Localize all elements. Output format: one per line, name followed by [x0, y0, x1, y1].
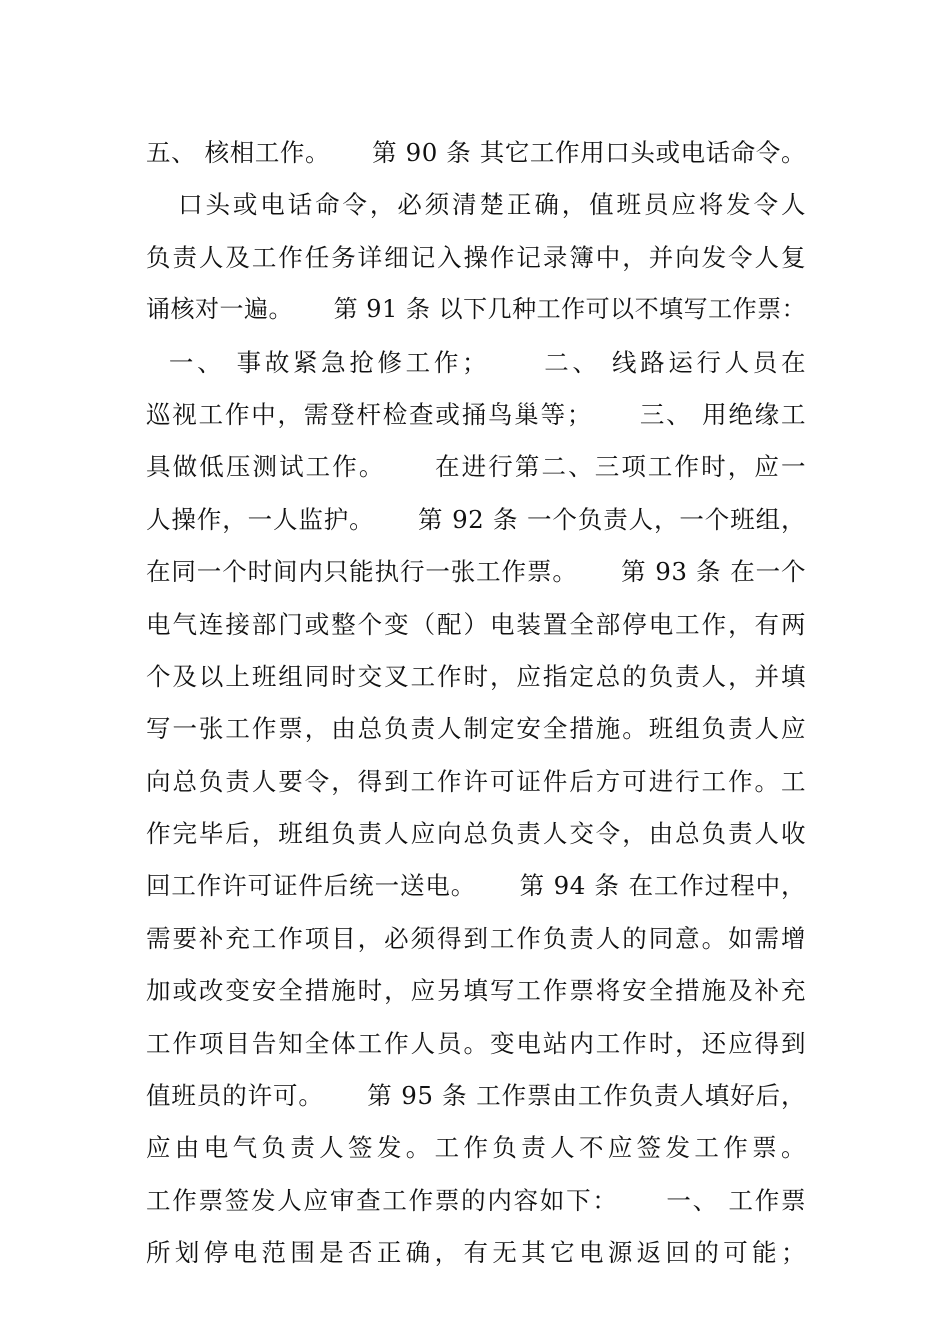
text-line: 具做低压测试工作。 在进行第二、三项工作时，应一 [146, 452, 806, 482]
text-line: 人操作，一人监护。 第 92 条 一个负责人，一个班组， [146, 504, 806, 534]
text-line: 诵核对一遍。 第 91 条 以下几种工作可以不填写工作票： [146, 295, 807, 324]
text-line: 个及以上班组同时交叉工作时，应指定总的负责人，并填 [146, 661, 806, 691]
text-line: 负责人及工作任务详细记入操作记录簿中，并向发令人复 [146, 242, 806, 272]
text-line: 巡视工作中，需登杆检查或捅鸟巢等； 三、 用绝缘工 [146, 399, 806, 429]
text-line: 向总负责人要令，得到工作许可证件后方可进行工作。工 [146, 766, 806, 796]
text-line: 口头或电话命令，必须清楚正确，值班员应将发令人 [146, 190, 806, 220]
text-line: 作完毕后，班组负责人应向总负责人交令，由总负责人收 [146, 819, 806, 849]
text-line: 在同一个时间内只能执行一张工作票。 第 93 条 在一个 [146, 557, 806, 587]
text-line: 五、 核相工作。 第 90 条 其它工作用口头或电话命令。 [146, 138, 806, 167]
text-line: 工作票签发人应审查工作票的内容如下： 一、 工作票 [146, 1185, 806, 1215]
text-line: 需要补充工作项目，必须得到工作负责人的同意。如需增 [146, 923, 806, 953]
text-line: 加或改变安全措施时，应另填写工作票将安全措施及补充 [146, 976, 806, 1006]
text-line: 工作项目告知全体工作人员。变电站内工作时，还应得到 [146, 1028, 806, 1058]
text-line: 写一张工作票，由总负责人制定安全措施。班组负责人应 [146, 714, 806, 744]
text-line: 应由电气负责人签发。工作负责人不应签发工作票。 [146, 1133, 806, 1163]
text-line: 所划停电范围是否正确，有无其它电源返回的可能； [146, 1238, 806, 1268]
text-line: 电气连接部门或整个变（配）电装置全部停电工作，有两 [146, 609, 806, 639]
text-line: 一、 事故紧急抢修工作； 二、 线路运行人员在 [146, 347, 806, 377]
body-text [146, 130, 806, 1283]
text-line: 回工作许可证件后统一送电。 第 94 条 在工作过程中， [146, 871, 806, 901]
text-line: 值班员的许可。 第 95 条 工作票由工作负责人填好后， [146, 1081, 806, 1111]
